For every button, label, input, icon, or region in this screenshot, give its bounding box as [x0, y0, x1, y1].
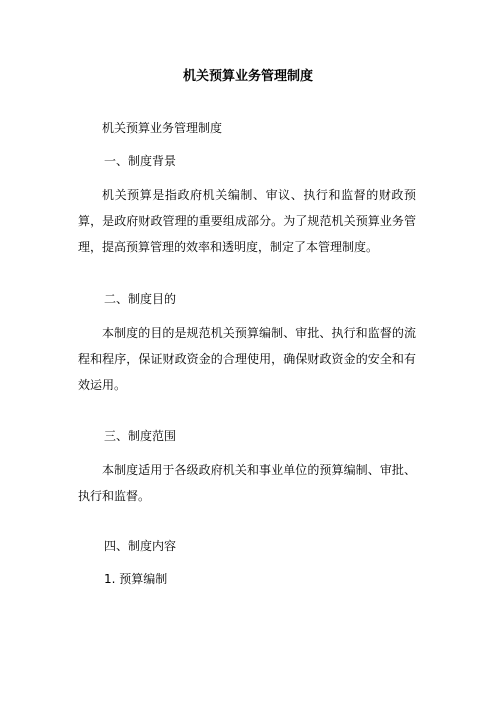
section-heading-background: 一、制度背景	[104, 154, 177, 168]
document-subtitle: 机关预算业务管理制度	[102, 121, 223, 135]
section-body-background: 机关预算是指政府机关编制、审议、执行和监督的财政预算，是政府财政管理的重要组成部分。为了规范机关预算业务管理，提高预算管理的效率和透明度，制定了本管理制度。	[78, 188, 416, 254]
document-title: 机关预算业务管理制度	[182, 69, 313, 84]
section-heading-content: 四、制度内容	[104, 539, 177, 553]
section-heading-scope: 三、制度范围	[104, 429, 177, 443]
section-body-scope: 本制度适用于各级政府机关和事业单位的预算编制、审批、执行和监督。	[78, 463, 416, 503]
subsection-heading-budget-preparation: 1. 预算编制	[104, 572, 168, 586]
section-heading-purpose: 二、制度目的	[104, 292, 177, 306]
section-body-purpose: 本制度的目的是规范机关预算编制、审批、执行和监督的流程和程序，保证财政资金的合理使用，确保财政资金的安全和有效运用。	[78, 326, 416, 392]
